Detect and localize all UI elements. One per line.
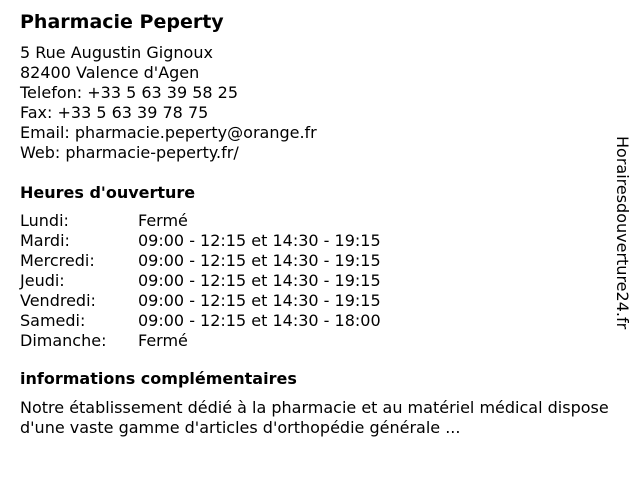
time-value: 09:00 - 12:15 et 14:30 - 19:15 xyxy=(138,291,381,310)
day-label: Vendredi: xyxy=(20,291,96,310)
day-label: Samedi: xyxy=(20,311,86,330)
pharmacy-name: Pharmacie Peperty xyxy=(20,11,224,33)
hours-row-saturday xyxy=(20,311,624,331)
website: Web: pharmacie-peperty.fr/ xyxy=(20,143,239,162)
hours-row-monday xyxy=(20,211,624,231)
hours-row-wednesday xyxy=(20,251,624,271)
additional-info-text: Notre établissement dédié à la pharmacie et au matériel médical dispose d'une vaste gamme d'articles d'orthopédie générale ... xyxy=(20,398,609,437)
phone-number: Telefon: +33 5 63 39 58 25 xyxy=(20,83,239,102)
time-value: 09:00 - 12:15 et 14:30 - 19:15 xyxy=(138,251,381,270)
day-label: Mercredi: xyxy=(20,251,95,270)
time-value: Fermé xyxy=(138,211,188,230)
pharmacy-card xyxy=(20,10,624,438)
hours-row-tuesday xyxy=(20,231,624,251)
email-address: Email: pharmacie.peperty@orange.fr xyxy=(20,123,317,142)
time-value: Fermé xyxy=(138,331,188,350)
street-address: 5 Rue Augustin Gignoux xyxy=(20,43,213,62)
time-value: 09:00 - 12:15 et 14:30 - 18:00 xyxy=(138,311,381,330)
time-value: 09:00 - 12:15 et 14:30 - 19:15 xyxy=(138,271,381,290)
hours-row-sunday xyxy=(20,331,624,351)
time-value: 09:00 - 12:15 et 14:30 - 19:15 xyxy=(138,231,381,250)
day-label: Dimanche: xyxy=(20,331,107,350)
site-watermark: Horairesdouverture24.fr xyxy=(613,136,632,330)
city-address: 82400 Valence d'Agen xyxy=(20,63,200,82)
day-label: Jeudi: xyxy=(20,271,65,290)
opening-hours-heading: Heures d'ouverture xyxy=(20,183,196,202)
day-label: Lundi: xyxy=(20,211,69,230)
fax-number: Fax: +33 5 63 39 78 75 xyxy=(20,103,209,122)
additional-info-heading: informations complémentaires xyxy=(20,369,297,388)
hours-row-thursday xyxy=(20,271,624,291)
day-label: Mardi: xyxy=(20,231,70,250)
hours-row-friday xyxy=(20,291,624,311)
opening-hours-table xyxy=(20,211,624,351)
